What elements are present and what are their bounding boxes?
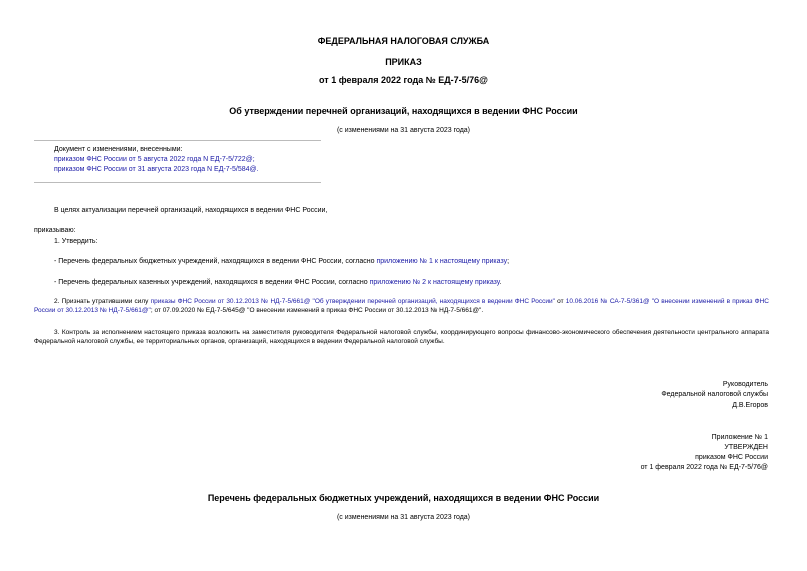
revision-note: (с изменениями на 31 августа 2023 года) — [336, 127, 471, 134]
list-item-2 — [54, 278, 502, 287]
amendment-link-2[interactable]: приказом ФНС России от 31 августа 2023 года N ЕД-7-5/584@. — [54, 166, 259, 173]
item-2-text: 2. Признать утратившими силу — [54, 298, 151, 305]
appendix-revision-note: (с изменениями на 31 августа 2023 года) — [336, 514, 471, 521]
doc-date-heading: от 1 февраля 2022 года № ЕД-7-5/76@ — [319, 75, 488, 85]
doc-type-heading: ПРИКАЗ — [385, 57, 422, 67]
signature-line-1: Руководитель — [722, 381, 768, 388]
repealed-order-link-1[interactable]: приказы ФНС России от 30.12.2013 № НД-7-5/661@ "Об утверждении перечней организаций, находящихся в ведении ФНС России" — [150, 298, 555, 305]
item-2-mid-2: ; от 07.09.2020 № ЕД-7-5/645@ "О внесении изменений в приказ ФНС России от 30.12.2013 № НД-7-5/661@". — [150, 307, 484, 314]
list-item-1-text: - Перечень федеральных бюджетных учреждений, находящихся в ведении ФНС России, согласно — [54, 258, 377, 265]
list-item-2-end: . — [499, 279, 502, 286]
appendix-2-link[interactable]: приложению № 2 к настоящему приказу — [369, 279, 500, 286]
order-word: приказываю: — [34, 227, 76, 234]
repealed-order-link-2[interactable]: 10.06.2016 № СА-7-5/361@ "О внесении изменений в приказ ФНС России от 30.12.2013 № НД-7-5/661@" — [34, 298, 769, 314]
amendments-intro: Документ с изменениями, внесенными: — [54, 146, 183, 153]
preamble: В целях актуализации перечней организаций, находящихся в ведении ФНС России, — [54, 207, 328, 214]
appendix-title: Перечень федеральных бюджетных учреждений, находящихся в ведении ФНС России — [207, 493, 600, 503]
appendix-1-link[interactable]: приложению № 1 к настоящему приказу — [376, 258, 508, 265]
page-title: Об утверждении перечней организаций, находящихся в ведении ФНС России — [229, 106, 578, 116]
appendix-order-date: от 1 февраля 2022 года № ЕД-7-5/76@ — [640, 464, 768, 471]
item-2-mid-1: от — [554, 298, 566, 305]
amendments-bottom-rule — [34, 182, 321, 183]
agency-heading: ФЕДЕРАЛЬНАЯ НАЛОГОВАЯ СЛУЖБА — [317, 36, 490, 46]
amendments-top-rule — [34, 140, 321, 141]
list-item-1-end: ; — [507, 258, 510, 265]
signature-line-2: Федеральной налоговой службы — [661, 391, 768, 398]
signature-name: Д.В.Егоров — [732, 402, 768, 409]
appendix-order-ref: приказом ФНС России — [695, 454, 768, 461]
item-3: 3. Контроль за исполнением настоящего приказа возложить на заместителя руководителя Федеральной налоговой службы, координирующего вопросы финансово-экономического обеспечения деятельности центрального аппарата Федеральной налоговой службы, ее территориальных органов, организаций, находящихся в ведении Федеральной налоговой службы. — [34, 329, 769, 345]
amendment-link-1[interactable]: приказом ФНС России от 5 августа 2022 года N ЕД-7-5/722@; — [54, 156, 255, 163]
item-2 — [34, 297, 769, 315]
list-item-1 — [54, 257, 509, 266]
appendix-approved: УТВЕРЖДЕН — [724, 444, 768, 451]
item-1: 1. Утвердить: — [54, 238, 98, 245]
appendix-label: Приложение № 1 — [711, 434, 768, 441]
list-item-2-text: - Перечень федеральных казенных учреждений, находящихся в ведении ФНС России, согласно — [54, 279, 370, 286]
